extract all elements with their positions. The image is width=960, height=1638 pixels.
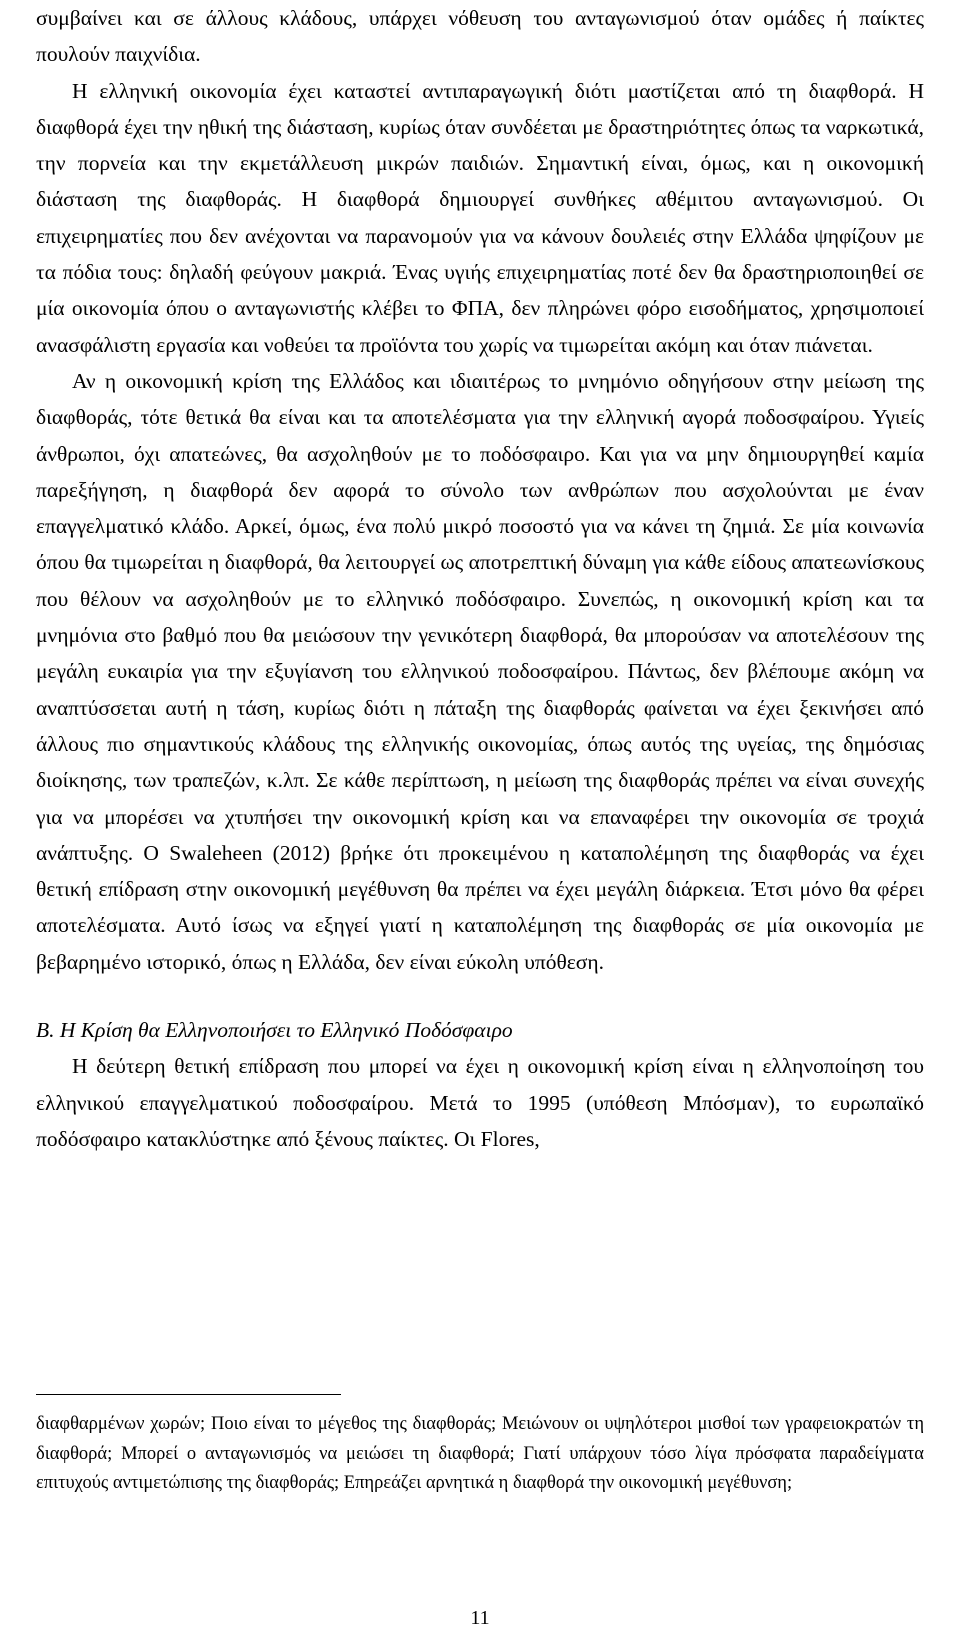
paragraph-crisis-effects: Αν η οικονομική κρίση της Ελλάδος και ιδιαιτέρως το μνημόνιο οδηγήσουν στην μείωση της διαφθοράς, τότε θετικά θα είναι και τα αποτελέσματα για την ελληνική αγορά ποδοσφαίρου. Υγιείς άνθρωποι, όχι απατεώνες, θα ασχοληθούν με το ποδόσφαιρο. Και για να μην δημιουργηθεί καμία παρεξήγηση, η διαφθορά δεν αφορά το σύνολο των ανθρώπων που ασχολούνται με έναν επαγγελματικό κλάδο. Αρκεί, όμως, ένα πολύ μικρό ποσοστό για να κάνει τη ζημιά. Σε μία κοινωνία όπου θα τιμωρείται η διαφθορά, θα λειτουργεί ως αποτρεπτική δύναμη για κάθε είδους απατεωνίσκους που θέλουν να ασχοληθούν με το ελληνικό ποδόσφαιρο. Συνεπώς, η οικονομική κρίση και τα μνημόνια στο βαθμό που θα μειώσουν την γενικότερη διαφθορά, θα μπορούσαν να αποτελέσουν της μεγάλη ευκαιρία για την εξυγίανση του ελληνικού ποδοσφαίρου. Πάντως, δεν βλέπουμε ακόμη να αναπτύσσεται αυτή η τάση, κυρίως διότι η πάταξη της διαφθοράς φαίνεται να έχει ξεκινήσει από άλλους πιο σημαντικούς κλάδους της ελληνικής οικονομίας, όπως αυτός της υγείας, της δημόσιας διοίκησης, των τραπεζών, κ.λπ. Σε κάθε περίπτωση, η μείωση της διαφθοράς πρέπει να είναι συνεχής για να μπορέσει να χτυπήσει την οικονομική κρίση και να επαναφέρει την οικονομία σε τροχιά ανάπτυξης. Ο Swaleheen (2012) βρήκε ότι προκειμένου η καταπολέμηση της διαφθοράς να έχει θετική επίδραση στην οικονομική μεγέθυνση θα πρέπει να έχει μεγάλη διάρκεια. Έτσι μόνο θα φέρει αποτελέσματα. Αυτό ίσως να εξηγεί γιατί η καταπολέμηση της διαφθοράς σε μία οικονομία με βεβαρημένο ιστορικό, όπως η Ελλάδα, δεν είναι εύκολη υπόθεση.: [36, 368, 924, 974]
footnote-separator: [36, 1394, 341, 1395]
section-heading: B. Η Κρίση θα Ελληνοποιήσει το Ελληνικό Ποδόσφαιρο: [36, 1018, 513, 1043]
paragraph-corruption: Η ελληνική οικονομία έχει καταστεί αντιπαραγωγική διότι μαστίζεται από τη διαφθορά. Η διαφθορά έχει την ηθική της διάσταση, κυρίως όταν συνδέεται με δραστηριότητες όπως τα ναρκωτικά, την πορνεία και την εκμετάλλευση μικρών παιδιών. Σημαντική είναι, όμως, και η οικονομική διάσταση της διαφθοράς. Η διαφθορά δημιουργεί συνθήκες αθέμιτου ανταγωνισμού. Οι επιχειρηματίες που δεν ανέχονται να παρανομούν για να κάνουν δουλειές στην Ελλάδα ψηφίζουν με τα πόδια τους: δηλαδή φεύγουν μακριά. Ένας υγιής επιχειρηματίας ποτέ δεν θα δραστηριοποιηθεί σε μία οικονομία όπου ο ανταγωνιστής κλέβει το ΦΠΑ, δεν πληρώνει φόρο εισοδήματος, χρησιμοποιεί ανασφάλιστη εργασία και νοθεύει τα προϊόντα του χωρίς να τιμωρείται ακόμη και όταν πιάνεται.: [36, 78, 924, 357]
paragraph-hellenization: Η δεύτερη θετική επίδραση που μπορεί να έχει η οικονομική κρίση είναι η ελληνοποίηση του ελληνικού επαγγελματικού ποδοσφαίρου. Μετά το 1995 (υπόθεση Μπόσμαν), το ευρωπαϊκό ποδόσφαιρο κατακλύστηκε από ξένους παίκτες. Οι Flores,: [36, 1054, 924, 1151]
page-number: 11: [470, 1607, 490, 1629]
paragraph-continuation: συμβαίνει και σε άλλους κλάδους, υπάρχει νόθευση του ανταγωνισμού όταν ομάδες ή παίκτες πουλούν παιχνίδια.: [36, 6, 924, 67]
footnote-text: διαφθαρμένων χωρών; Ποιο είναι το μέγεθος της διαφθοράς; Μειώνουν οι υψηλότεροι μισθοί των γραφειοκρατών τη διαφθορά; Μπορεί ο ανταγωνισμός να μειώσει τη διαφθορά; Γιατί υπάρχουν τόσο λίγα πρόσφατα παραδείγματα επιτυχούς αντιμετώπισης της διαφθοράς; Επηρεάζει αρνητικά η διαφθορά την οικονομική μεγέθυνση;: [36, 1414, 924, 1493]
page-body: [36, 0, 924, 1157]
main-text: [36, 0, 924, 1157]
